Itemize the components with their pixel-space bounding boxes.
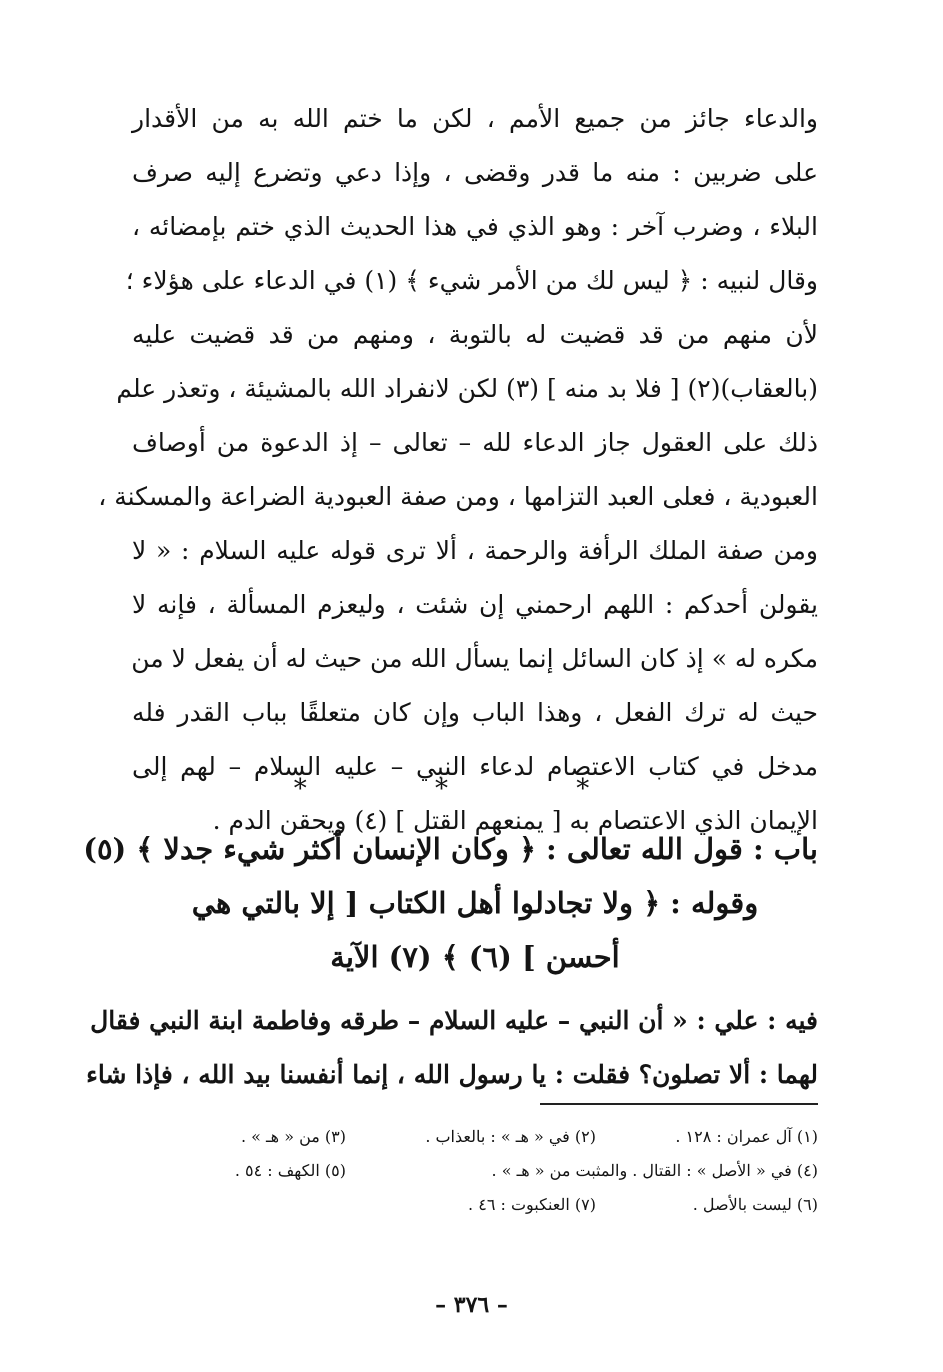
text-line: العبودية ، فعلى العبد التزامها ، ومن صفة العبودية الضراعة والمسكنة ،: [98, 482, 818, 511]
footnote: (٧) العنكبوت : ٤٦ .: [468, 1195, 596, 1214]
footnote-row: [132, 1188, 818, 1222]
heading-line: أحسن ] (٦) ﴾ (٧) الآية: [330, 940, 620, 974]
text-line: البلاء ، وضرب آخر : وهو الذي في هذا الحديث الذي ختم بإمضائه ،: [132, 212, 818, 241]
text-line: فيه : علي : « أن النبي – عليه السلام – طرقه وفاطمة ابنة النبي فقال: [90, 1006, 818, 1035]
heading-line: وقوله : ﴿ ولا تجادلوا أهل الكتاب [ إلا بالتي هي: [191, 886, 759, 920]
text-line: والدعاء جائز من جميع الأمم ، لكن ما ختم الله به من الأقدار: [132, 104, 818, 133]
footnote: (٢) في « هـ » : بالعذاب .: [425, 1127, 596, 1146]
text-line: لهما : ألا تصلون؟ فقلت : يا رسول الله ، إنما أنفسنا بيد الله ، فإذا شاء: [86, 1060, 818, 1089]
footnote: (٤) في « الأصل » : القتال . والمثبت من « هـ » .: [491, 1161, 818, 1180]
footnote-row: [132, 1120, 818, 1154]
text-line: حيث له ترك الفعل ، وهذا الباب وإن كان متعلقًا بباب القدر فله: [132, 698, 818, 727]
chapter-heading: [83, 822, 818, 984]
footnote: (٣) من « هـ » .: [240, 1127, 346, 1146]
page-number: – ٣٧٦ –: [435, 1292, 508, 1318]
footnote: (١) آل عمران : ١٢٨ .: [675, 1127, 818, 1146]
footnotes: [132, 1120, 818, 1222]
text-line: يقولن أحدكم : اللهم ارحمني إن شئت ، وليعزم المسألة ، فإنه لا: [132, 590, 818, 619]
heading-line: باب : قول الله تعالى : ﴿ وكان الإنسان أكثر شيء جدلا ﴾ (٥): [83, 832, 818, 866]
text-line: ذلك على العقول جاز الدعاء لله – تعالى – إذ الدعوة من أوصاف: [132, 428, 818, 457]
footnote-divider: [540, 1103, 818, 1105]
text-line: مدخل في كتاب الاعتصام لدعاء النبي – عليه السلام – لهم إلى: [132, 752, 818, 781]
hadith-paragraph: [86, 994, 818, 1102]
text-line: على ضربين : منه ما قدر وقضى ، وإذا دعي وتضرع إليه صرف: [132, 158, 818, 187]
text-line: الإيمان الذي الاعتصام به [ يمنعهم القتل ] (٤) ويحقن الدم .: [212, 806, 818, 835]
section-separator: * * *: [293, 774, 650, 804]
text-line: (بالعقاب)(٢) [ فلا بد منه ] (٣) لكن لانفراد الله بالمشيئة ، وتعذر علم: [116, 374, 818, 403]
footnote: (٥) الكهف : ٥٤ .: [234, 1161, 346, 1180]
text-line: ومن صفة الملك الرأفة والرحمة ، ألا ترى قوله عليه السلام : « لا: [132, 536, 818, 565]
text-line: وقال لنبيه : ﴿ ليس لك من الأمر شيء ﴾ (١) في الدعاء على هؤلاء ؛: [125, 266, 818, 295]
text-line: لأن منهم من قد قضيت له بالتوبة ، ومنهم من قد قضيت عليه: [132, 320, 818, 349]
footnote-row: [132, 1154, 818, 1188]
main-paragraph: [98, 92, 818, 848]
text-line: مكره له » إذ كان السائل إنما يسأل الله من حيث له أن يفعل لا من: [131, 644, 818, 673]
footnote: (٦) ليست بالأصل .: [692, 1195, 818, 1214]
